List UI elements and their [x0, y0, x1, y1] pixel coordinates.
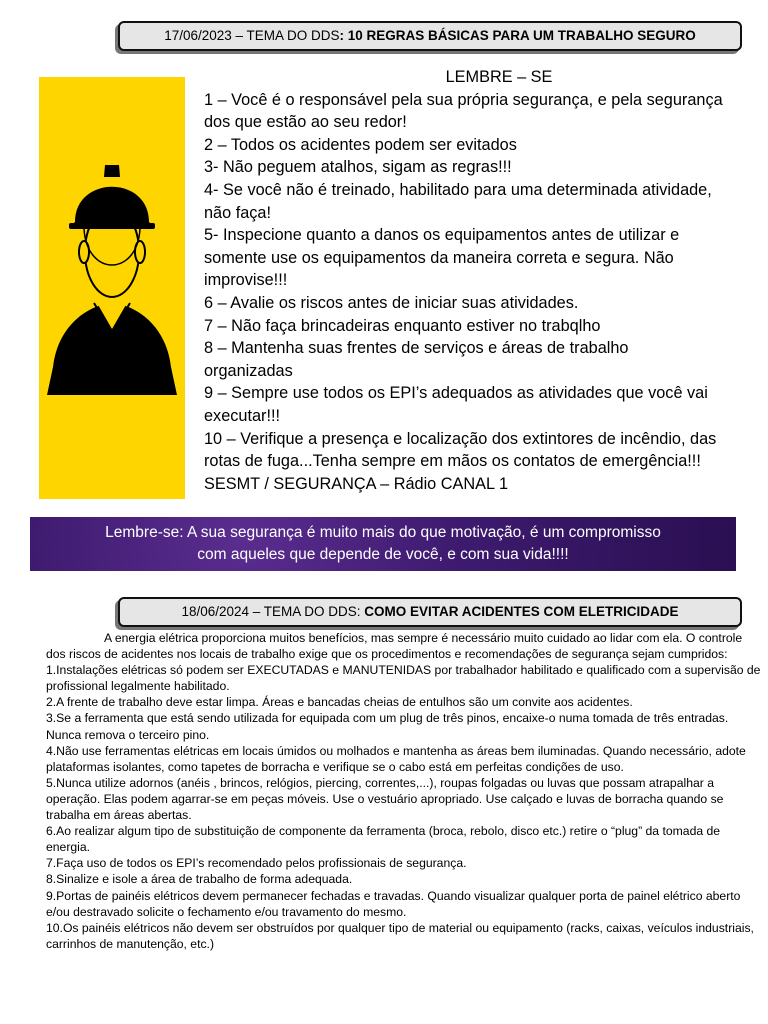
rule-signature: SESMT / SEGURANÇA – Rádio CANAL 1 — [204, 474, 509, 493]
electricity-item: 10.Os painéis elétricos não devem ser obstruídos por qualquer tipo de material ou equipamento (racks, caixas, veículos industriais, carrinhos de manutenção, etc.) — [46, 920, 754, 951]
rule-line: 7 – Não faça brincadeiras enquanto estiver no trabqlho — [204, 316, 601, 335]
rule-line: organizadas — [204, 361, 293, 380]
rule-line: 4- Se você não é treinado, habilitado para uma determinada atividade, — [204, 180, 712, 199]
electricity-item: 5.Nunca utilize adornos (anéis , brincos, relógios, piercing, correntes,...), roupas folgadas ou luvas que possam atrapalhar a operação. Elas podem agarrar-se em peças móveis. Use o vestuário apropriado. Use calçado e luvas de borracha quando se trabalha em áreas abertas. — [46, 775, 724, 823]
rule-line: 6 – Avalie os riscos antes de iniciar suas atividades. — [204, 293, 579, 312]
header-topic-2023: : 10 REGRAS BÁSICAS PARA UM TRABALHO SEGURO — [339, 28, 696, 43]
header-date-2023: 17/06/2023 – TEMA DO DDS — [164, 28, 340, 43]
rule-line: 2 – Todos os acidentes podem ser evitados — [204, 135, 517, 154]
rule-line: 3- Não peguem atalhos, sigam as regras!!! — [204, 158, 512, 177]
banner-line-2: com aqueles que depende de você, e com sua vida!!!! — [197, 546, 569, 563]
rule-line: somente use os equipamentos da maneira correta e segura. Não — [204, 248, 674, 267]
electricity-item: 3.Se a ferramenta que está sendo utilizada for equipada com um plug de três pinos, encaixe-o numa tomada de três entradas. Nunca remova o terceiro pino. — [46, 711, 729, 742]
rule-line: rotas de fuga...Tenha sempre em mãos os contatos de emergência!!! — [204, 452, 701, 471]
electricity-item: 9.Portas de painéis elétricos devem permanecer fechadas e travadas. Quando visualizar qualquer porta de painel elétrico aberto e/ou destravado solicite o fechamento e/ou travamento do mesmo. — [46, 888, 741, 919]
worker-with-helmet-icon — [39, 77, 185, 499]
rule-line: 5- Inspecione quanto a danos os equipamentos antes de utilizar e — [204, 226, 680, 245]
electricity-item: 7.Faça uso de todos os EPI’s recomendado pelos profissionais de segurança. — [46, 856, 467, 871]
electricity-section — [46, 630, 762, 952]
electricity-item: 8.Sinalize e isole a área de trabalho de forma adequada. — [46, 872, 353, 887]
electricity-item: 4.Não use ferramentas elétricas em locais úmidos ou molhados e mantenha as áreas bem iluminadas. Quando necessário, adote plataformas isolantes, como tapetes de borracha e verifique se o cabo está em perfeitas condições de uso. — [46, 743, 746, 774]
header-date-2024: 18/06/2024 – TEMA DO DDS: — [181, 604, 365, 619]
rule-line: 1 – Você é o responsável pela sua própria segurança, e pela segurança — [204, 90, 723, 109]
rule-line: 9 – Sempre use todos os EPI’s adequados as atividades que você vai — [204, 384, 708, 403]
rules-title: LEMBRE – SE — [445, 68, 553, 86]
rule-line: executar!!! — [204, 406, 281, 425]
rule-line: não faça! — [204, 203, 271, 222]
rule-line: improvise!!! — [204, 271, 288, 290]
electricity-intro: A energia elétrica proporciona muitos benefícios, mas sempre é necessário muito cuidado ao lidar com ela. O controle dos riscos de acidentes nos locais de trabalho exige que os procedimentos e recomendações de segurança sejam cumpridos: — [46, 631, 743, 662]
banner-line-1: Lembre-se: A sua segurança é muito mais do que motivação, é um compromisso — [105, 524, 661, 541]
rule-line: 10 – Verifique a presença e localização dos extintores de incêndio, das — [204, 429, 717, 448]
electricity-item: 1.Instalações elétricas só podem ser EXECUTADAS e MANUTENIDAS por trabalhador habilitado e qualificado com a supervisão de profissional legalmente habilitado. — [46, 663, 761, 694]
rules-list — [204, 66, 754, 495]
rule-line: 8 – Mantenha suas frentes de serviços e áreas de trabalho — [204, 339, 629, 358]
header-dds-2024 — [118, 597, 742, 627]
electricity-item: 6.Ao realizar algum tipo de substituição de componente da ferramenta (broca, rebolo, disco etc.) retire o “plug” da tomada de energia. — [46, 824, 721, 855]
electricity-item: 2.A frente de trabalho deve estar limpa. Áreas e bancadas cheias de entulhos são um convite aos acidentes. — [46, 695, 633, 710]
header-dds-2023 — [118, 21, 742, 51]
header-topic-2024: COMO EVITAR ACIDENTES COM ELETRICIDADE — [364, 604, 679, 619]
yellow-panel — [39, 77, 185, 499]
rule-line: dos que estão ao seu redor! — [204, 113, 407, 132]
motivation-banner — [30, 517, 736, 571]
